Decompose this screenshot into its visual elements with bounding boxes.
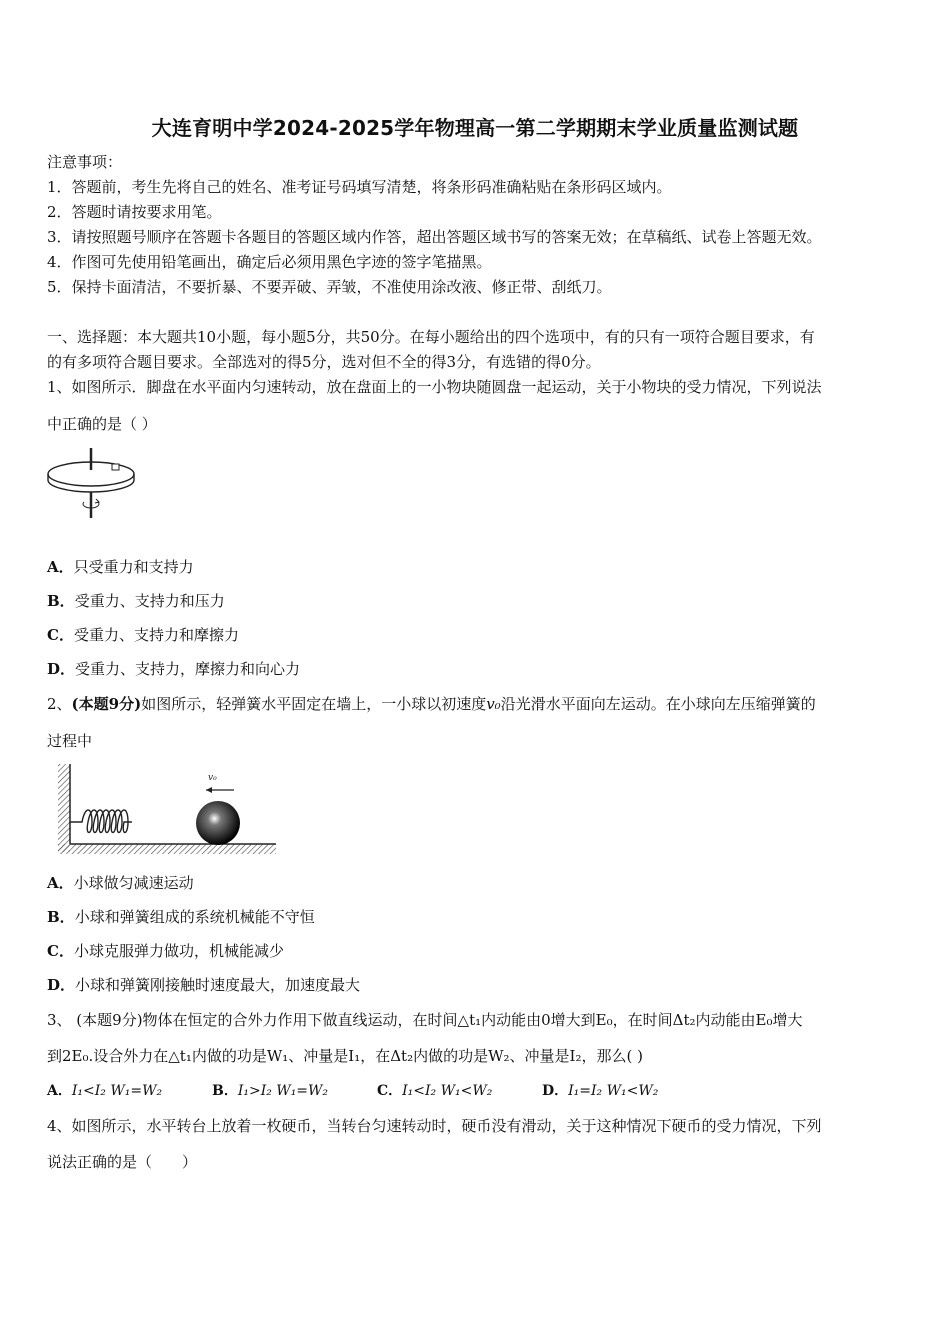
q1-stem-line1: 1、如图所示．脚盘在水平面内匀速转动，放在盘面上的一小物块随圆盘一起运动，关于小物块的受力情况，下列说法 xyxy=(47,378,822,396)
q3-option-c: C．I₁<I₂ W₁<W₂ xyxy=(377,1083,493,1099)
notice-heading: 注意事项： xyxy=(47,153,123,171)
q3-option-b: B．I₁>I₂ W₁=W₂ xyxy=(212,1083,329,1099)
wall xyxy=(58,764,70,852)
ball xyxy=(196,801,240,845)
spring xyxy=(70,810,132,833)
q3-stem-line1: 3、 (本题9分)物体在恒定的合外力作用下做直线运动，在时间△t₁内动能由0增大到E₀，在时间Δt₂内动能由E₀增大 xyxy=(47,1011,803,1029)
notice-item-1: 1．答题前，考生先将自己的姓名、准考证号码填写清楚，将条形码准确粘贴在条形码区域内。 xyxy=(47,178,672,196)
notice-item-4: 4．作图可先使用铅笔画出，确定后必须用黑色字迹的签字笔描黑。 xyxy=(47,253,492,271)
notice-item-2: 2．答题时请按要求用笔。 xyxy=(47,203,222,221)
velocity-label: v₀ xyxy=(208,773,217,783)
section-instructions-line2: 的有多项符合题目要求。全部选对的得5分，选对但不全的得3分，有选错的得0分。 xyxy=(47,353,601,371)
rotating-disc-figure xyxy=(44,444,139,522)
q3-options xyxy=(47,1081,907,1101)
spring-ball-figure xyxy=(56,762,278,856)
q1-option-d: D．受重力、支持力，摩擦力和向心力 xyxy=(47,660,301,678)
q2-option-a: A．小球做匀减速运动 xyxy=(47,874,194,892)
notice-item-5: 5．保持卡面清洁，不要折暴、不要弄破、弄皱，不准使用涂改液、修正带、刮纸刀。 xyxy=(47,278,612,296)
q2-stem-line1: 2、(本题9分)如图所示，轻弹簧水平固定在墙上，一小球以初速度v₀沿光滑水平面向左运动。在小球向左压缩弹簧的 xyxy=(47,695,816,713)
q4-stem-line2: 说法正确的是（ ） xyxy=(47,1153,198,1171)
page-title: 大连育明中学2024-2025学年物理高一第二学期期末学业质量监测试题 xyxy=(151,116,799,140)
q2-option-c: C．小球克服弹力做功，机械能减少 xyxy=(47,942,284,960)
notice-item-3: 3．请按照题号顺序在答题卡各题目的答题区域内作答，超出答题区域书写的答案无效；在草稿纸、试卷上答题无效。 xyxy=(47,228,822,246)
q2-stem-line2: 过程中 xyxy=(47,732,93,750)
q1-stem-line2: 中正确的是（ ） xyxy=(47,415,157,433)
q1-option-c: C．受重力、支持力和摩擦力 xyxy=(47,626,239,644)
small-block xyxy=(112,464,119,470)
q3-option-d: D．I₁=I₂ W₁<W₂ xyxy=(542,1083,659,1099)
q3-option-a: A．I₁<I₂ W₁=W₂ xyxy=(47,1083,163,1099)
floor xyxy=(58,844,276,854)
section-instructions-line1: 一、选择题：本大题共10小题，每小题5分，共50分。在每小题给出的四个选项中，有的只有一项符合题目要求，有 xyxy=(47,328,815,346)
q1-option-a: A．只受重力和支持力 xyxy=(47,558,194,576)
q1-option-b: B．受重力、支持力和压力 xyxy=(47,592,225,610)
q2-option-b: B．小球和弹簧组成的系统机械能不守恒 xyxy=(47,908,315,926)
q4-stem-line1: 4、如图所示，水平转台上放着一枚硬币，当转台匀速转动时，硬币没有滑动，关于这种情况下硬币的受力情况，下列 xyxy=(47,1117,822,1135)
q3-stem-line2: 到2E₀.设合外力在△t₁内做的功是W₁、冲量是I₁，在Δt₂内做的功是W₂、冲量是I₂，那么( ) xyxy=(47,1047,643,1065)
q2-option-d: D．小球和弹簧刚接触时速度最大，加速度最大 xyxy=(47,976,361,994)
